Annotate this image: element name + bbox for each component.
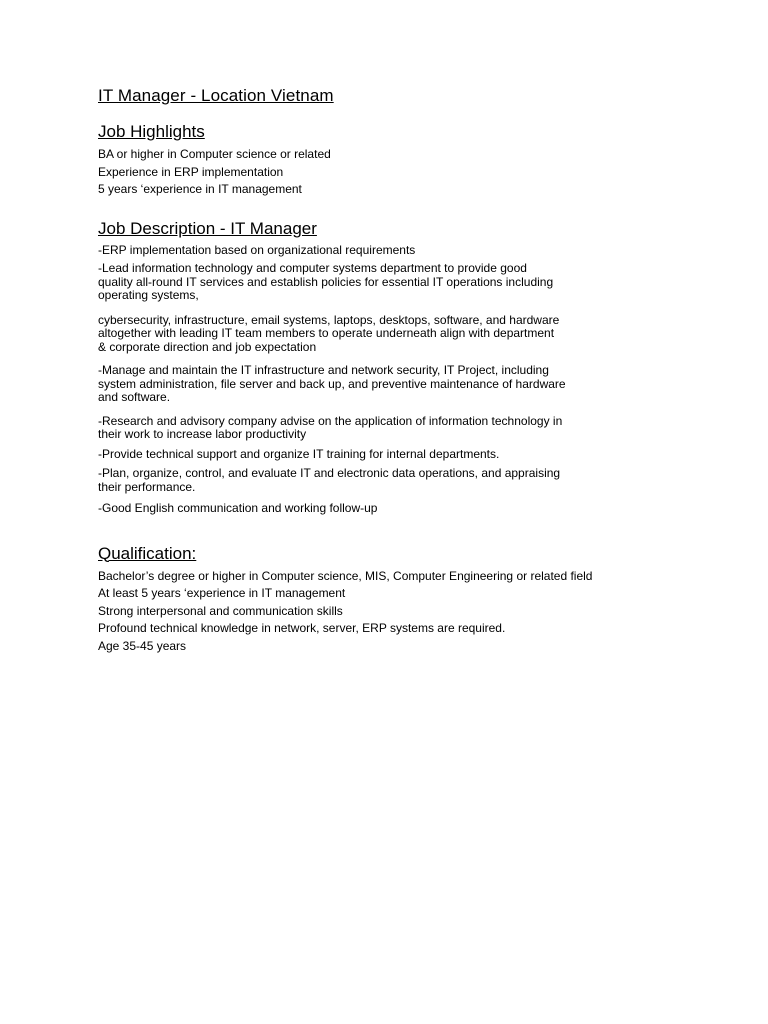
document-title: IT Manager - Location Vietnam — [98, 86, 334, 105]
qualification-heading: Qualification: — [98, 543, 197, 563]
description-paragraph — [98, 415, 718, 442]
description-paragraph — [98, 467, 718, 494]
description-paragraph — [98, 502, 718, 516]
description-paragraph — [98, 314, 718, 355]
description-line: their work to increase labor productivity — [98, 427, 307, 441]
description-paragraph — [98, 364, 718, 405]
job-highlights-list — [98, 146, 718, 199]
description-line: operating systems, — [98, 288, 199, 302]
qualification-item: Bachelor’s degree or higher in Computer science, MIS, Computer Engineering or related field — [98, 568, 593, 583]
description-paragraph — [98, 448, 718, 462]
description-line: -Research and advisory company advise on the application of information technology in — [98, 413, 563, 428]
job-description-heading: Job Description - IT Manager — [98, 218, 317, 238]
description-line: -Manage and maintain the IT infrastructure and network security, IT Project, including — [98, 363, 549, 377]
job-description-body — [98, 244, 718, 516]
description-line: -Good English communication and working follow-up — [98, 501, 378, 515]
description-line: their performance. — [98, 479, 196, 494]
description-line: system administration, file server and back up, and preventive maintenance of hardware — [98, 376, 566, 391]
description-line: & corporate direction and job expectation — [98, 339, 317, 354]
highlight-item: 5 years ‘experience in IT management — [98, 182, 302, 196]
description-line: -Lead information technology and computer systems department to provide good — [98, 261, 527, 275]
description-paragraph — [98, 244, 718, 258]
description-line: altogether with leading IT team members to operate underneath align with department — [98, 326, 555, 340]
qualification-item: Strong interpersonal and communication skills — [98, 603, 343, 618]
description-paragraph — [98, 262, 718, 303]
qualification-item: Age 35-45 years — [98, 638, 187, 653]
job-highlights-heading: Job Highlights — [98, 122, 205, 141]
description-line: and software. — [98, 390, 171, 404]
description-line: -ERP implementation based on organizational requirements — [98, 242, 416, 257]
description-line: quality all-round IT services and establish policies for essential IT operations including — [98, 274, 554, 289]
document-content — [98, 86, 718, 655]
qualification-list — [98, 568, 718, 656]
description-line: cybersecurity, infrastructure, email systems, laptops, desktops, software, and hardware — [98, 312, 560, 327]
highlight-item: Experience in ERP implementation — [98, 164, 284, 179]
qualification-item: At least 5 years ‘experience in IT management — [98, 586, 346, 600]
description-line: -Provide technical support and organize IT training for internal departments. — [98, 446, 500, 461]
highlight-item: BA or higher in Computer science or related — [98, 147, 331, 161]
qualification-item: Profound technical knowledge in network, server, ERP systems are required. — [98, 621, 506, 635]
description-line: -Plan, organize, control, and evaluate IT and electronic data operations, and appraising — [98, 466, 561, 480]
